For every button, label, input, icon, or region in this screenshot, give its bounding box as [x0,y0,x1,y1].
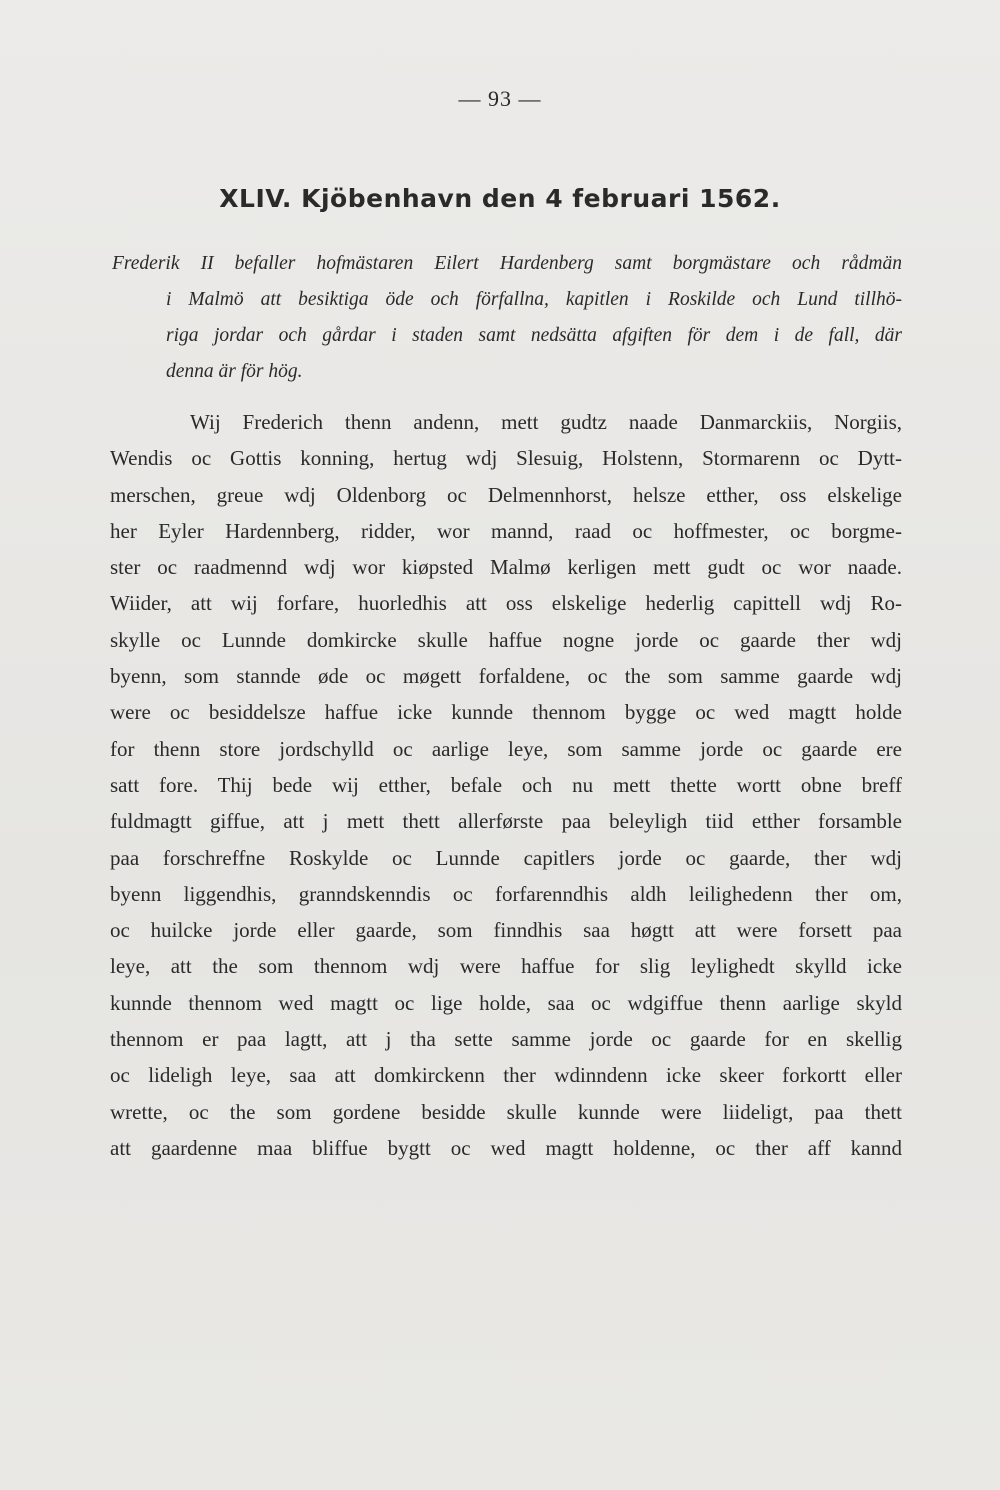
body-line: were oc besiddelsze haffue icke kunnde thennom bygge oc wed magtt holde [110,700,902,725]
body-line: thennom er paa lagtt, att j tha sette samme jorde oc gaarde for en skellig [110,1027,902,1052]
body-line: oc lideligh leye, saa att domkirckenn ther wdinndenn icke skeer forkortt eller [110,1063,902,1088]
body-line: satt fore. Thij bede wij etther, befale och nu mett thette wortt obne breff [110,772,902,797]
document-body [110,404,902,1166]
body-line: att gaardenne maa bliffue bygtt oc wed magtt holdenne, oc ther aff kannd [110,1135,902,1160]
document-summary [112,246,902,390]
body-line: Wendis oc Gottis konning, hertug wdj Slesuig, Holstenn, Stormarenn oc Dytt- [110,446,902,471]
page-number: — 93 — [458,86,542,111]
summary-line: denna är för hög. [166,361,303,382]
body-line: kunnde thennom wed magtt oc lige holde, saa oc wdgiffue thenn aarlige skyld [110,990,902,1015]
body-line: byenn, som stannde øde oc møgett forfaldene, oc the som samme gaarde wdj [110,664,902,689]
body-line: leye, att the som thennom wdj were haffue for slig leylighedt skylld icke [110,954,902,979]
summary-line: Frederik II befaller hofmästaren Eilert Hardenberg samt borgmästare och rådmän [112,253,902,274]
body-line: Wij Frederich thenn andenn, mett gudtz naade Danmarckiis, Norgiis, [190,410,902,434]
summary-line: i Malmö att besiktiga öde och förfallna, kapitlen i Roskilde och Lund tillhö- [166,289,902,310]
body-line: merschen, greue wdj Oldenborg oc Delmennhorst, helsze etther, oss elskelige [110,482,902,507]
body-line: paa forschreffne Roskylde oc Lunnde capitlers jorde oc gaarde, ther wdj [110,845,902,870]
body-line: ster oc raadmennd wdj wor kiøpsted Malmø kerligen mett gudt oc wor naade. [110,555,902,580]
body-line: Wiider, att wij forfare, huorledhis att oss elskelige hederlig capittell wdj Ro- [110,591,902,616]
document-heading: XLIV. Kjöbenhavn den 4 februari 1562. [219,184,781,213]
body-line: fuldmagtt giffue, att j mett thett allerførste paa beleyligh tiid etther forsamble [110,809,902,834]
body-line: wrette, oc the som gordene besidde skulle kunnde were liideligt, paa thett [110,1099,902,1124]
body-line: for thenn store jordschylld oc aarlige leye, som samme jorde oc gaarde ere [110,736,902,761]
body-line: byenn liggendhis, granndskenndis oc forfarenndhis aldh leilighedenn ther om, [110,881,902,906]
body-line: her Eyler Hardennberg, ridder, wor mannd, raad oc hoffmester, oc borgme- [110,518,902,543]
body-line: oc huilcke jorde eller gaarde, som finndhis saa høgtt att were forsett paa [110,918,902,943]
body-line: skylle oc Lunnde domkircke skulle haffue nogne jorde oc gaarde ther wdj [110,627,902,652]
summary-line: riga jordar och gårdar i staden samt nedsätta afgiften för dem i de fall, där [166,325,902,346]
